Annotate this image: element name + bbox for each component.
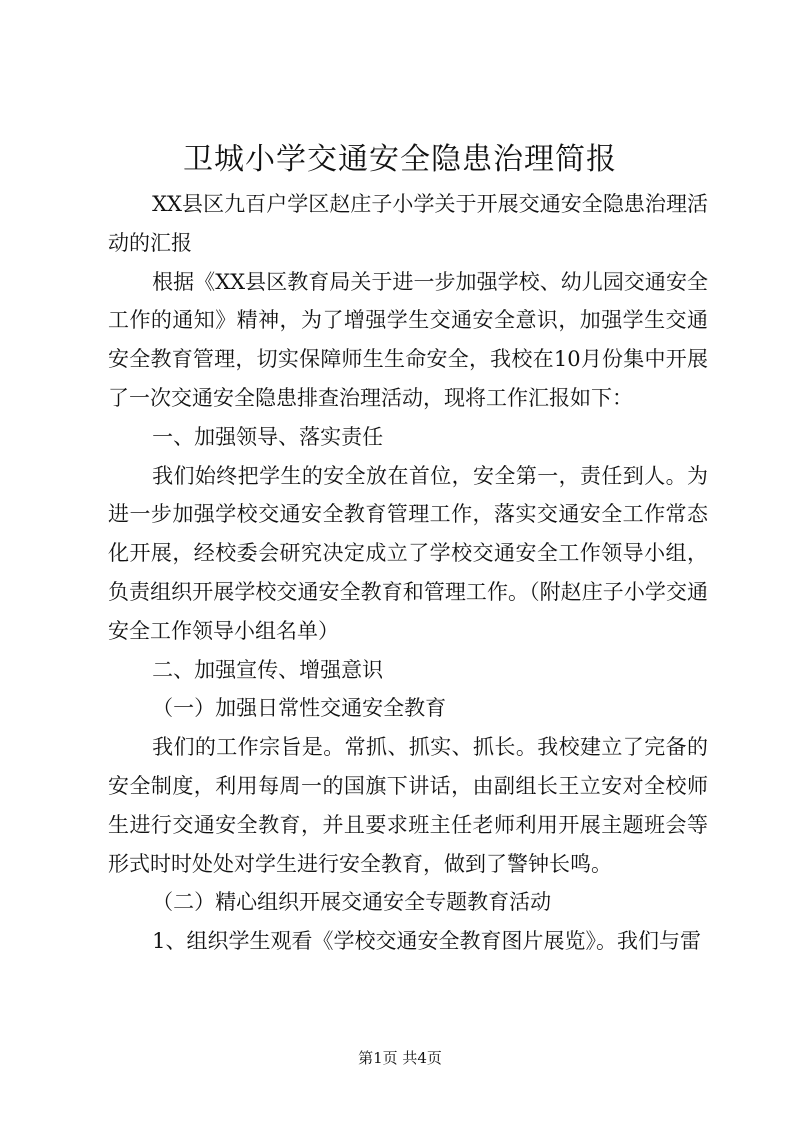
- paragraph-background: 根据《XX县区教育局关于进一步加强学校、幼儿园交通安全工作的通知》精神，为了增强学生交通安全意识，加强学生交通安全教育管理，切实保障师生生命安全，我校在10月份集中开展了一次交通安全隐患排查治理活动，现将工作汇报如下：: [108, 269, 708, 410]
- paragraph-leadership: 我们始终把学生的安全放在首位，安全第一，责任到人。为进一步加强学校交通安全教育管理工作，落实交通安全工作常态化开展，经校委会研究决定成立了学校交通安全工作领导小组，负责组织开展学校交通安全教育和管理工作。（附赵庄子小学交通安全工作领导小组名单）: [108, 463, 708, 643]
- document-body: [108, 185, 708, 961]
- paragraph-activity-1: 1、组织学生观看《学校交通安全教育图片展览》。我们与雷: [152, 929, 701, 954]
- subsection-heading-2: （二）精心组织开展交通安全专题教育活动: [152, 890, 552, 915]
- document-title: 卫城小学交通安全隐患治理简报: [183, 142, 617, 177]
- paragraph-daily-education: 我们的工作宗旨是。常抓、抓实、抓长。我校建立了完备的安全制度，利用每周一的国旗下讲话，由副组长王立安对全校师生进行交通安全教育，并且要求班主任老师利用开展主题班会等形式时时处处对学生进行安全教育，做到了警钟长鸣。: [108, 735, 708, 876]
- section-heading-2: 二、加强宣传、增强意识: [152, 657, 384, 682]
- paragraph-intro: XX县区九百户学区赵庄子小学关于开展交通安全隐患治理活动的汇报: [108, 192, 708, 255]
- page-footer: 第1页 共4页: [358, 1049, 442, 1067]
- section-heading-1: 一、加强领导、落实责任: [152, 424, 384, 449]
- subsection-heading-1: （一）加强日常性交通安全教育: [152, 696, 447, 721]
